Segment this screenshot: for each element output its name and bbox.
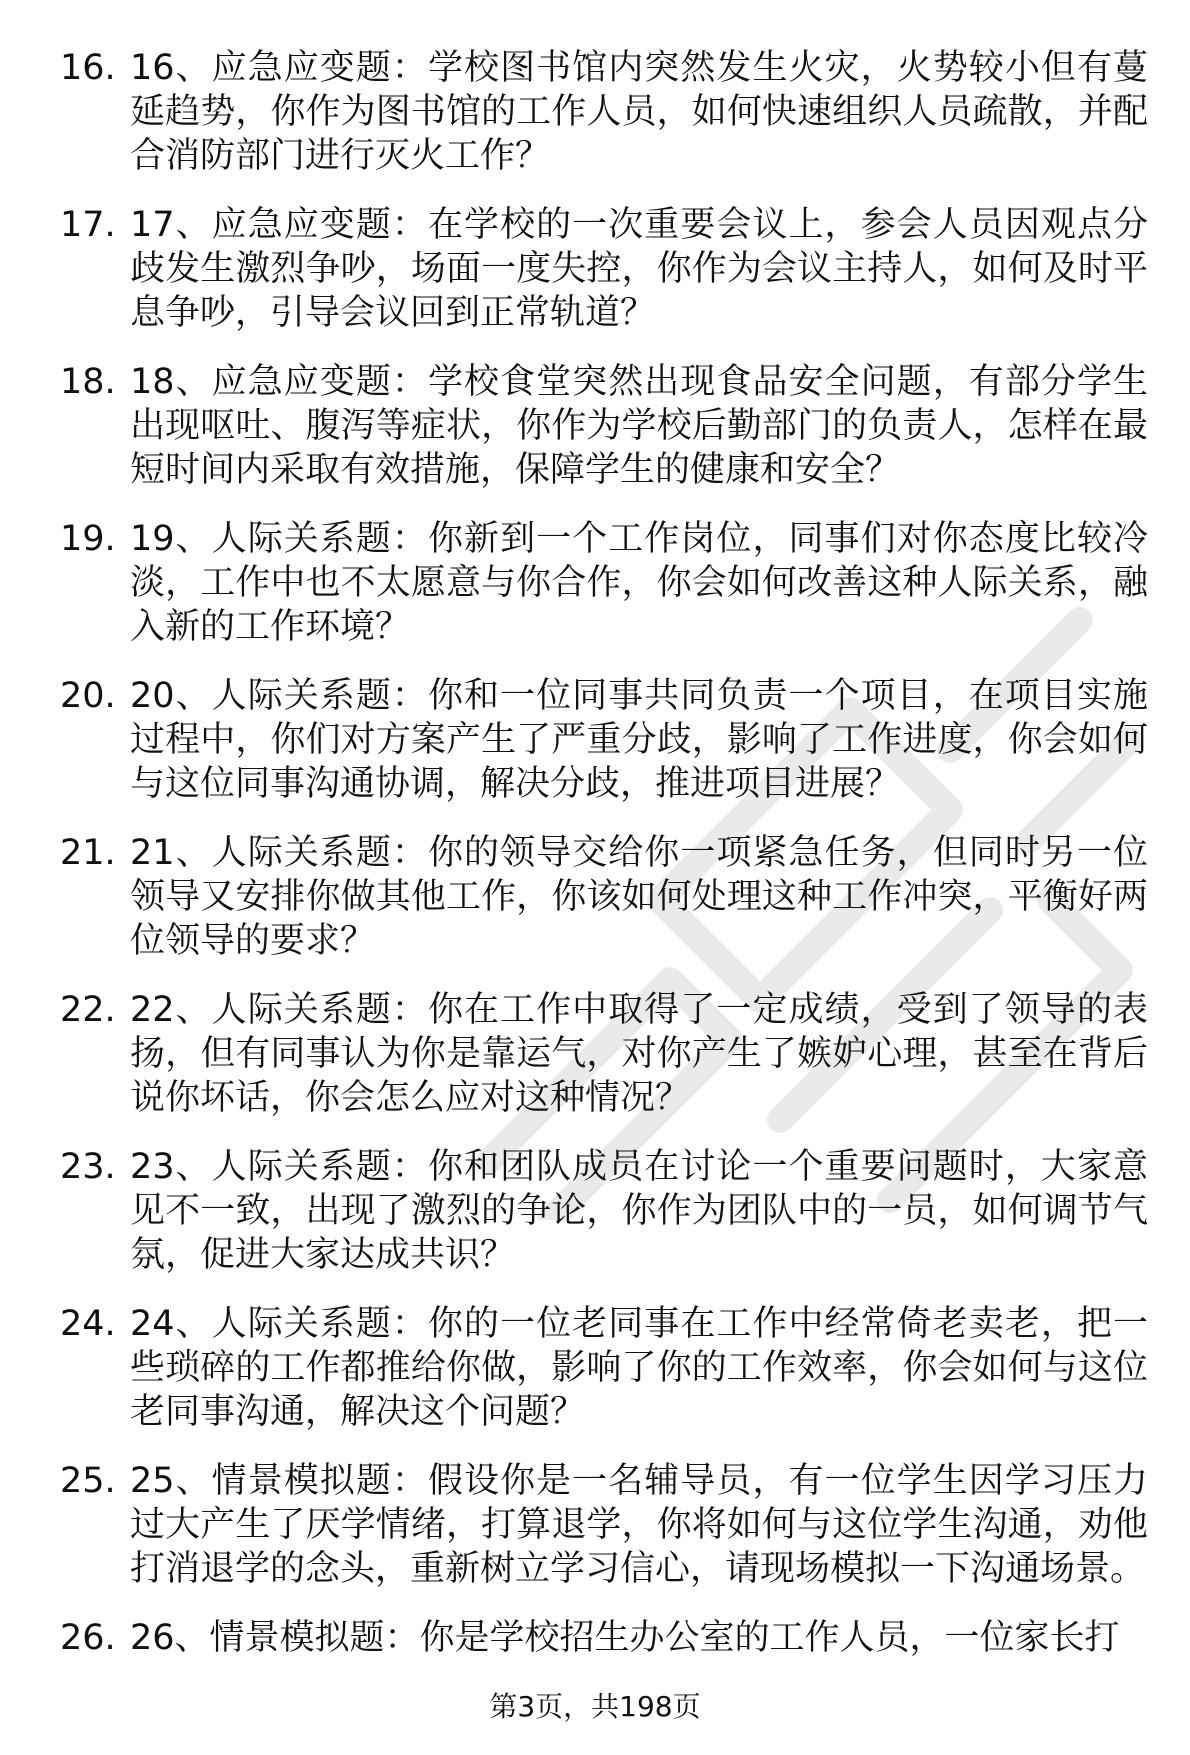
question-number: 20. [60,676,116,716]
question-item-20 [60,674,1150,806]
question-number: 26. [60,1618,116,1658]
question-item-26 [60,1616,1150,1660]
question-item-16 [60,46,1150,178]
question-text: 19、人际关系题：你新到一个工作岗位，同事们对你态度比较冷淡，工作中也不太愿意与你合作，你会如何改善这种人际关系，融入新的工作环境？ [130,519,1148,647]
question-number: 24. [60,1304,116,1344]
question-text: 23、人际关系题：你和团队成员在讨论一个重要问题时，大家意见不一致，出现了激烈的争论，你作为团队中的一员，如何调节气氛，促进大家达成共识？ [130,1147,1148,1275]
question-item-18 [60,360,1150,492]
question-text: 20、人际关系题：你和一位同事共同负责一个项目，在项目实施过程中，你们对方案产生了严重分歧，影响了工作进度，你会如何与这位同事沟通协调，解决分歧，推进项目进展？ [130,676,1148,804]
question-item-19 [60,517,1150,649]
question-number: 21. [60,833,116,873]
question-item-24 [60,1302,1150,1434]
question-text: 25、情景模拟题：假设你是一名辅导员，有一位学生因学习压力过大产生了厌学情绪，打算退学，你将如何与这位学生沟通，劝他打消退学的念头，重新树立学习信心，请现场模拟一下沟通场景。 [130,1461,1148,1589]
question-number: 23. [60,1147,116,1187]
question-number: 22. [60,990,116,1030]
question-item-21 [60,831,1150,963]
question-text: 24、人际关系题：你的一位老同事在工作中经常倚老卖老，把一些琐碎的工作都推给你做，影响了你的工作效率，你会如何与这位老同事沟通，解决这个问题？ [130,1304,1148,1432]
question-text: 16、应急应变题：学校图书馆内突然发生火灾，火势较小但有蔓延趋势，你作为图书馆的工作人员，如何快速组织人员疏散，并配合消防部门进行灭火工作？ [130,48,1148,176]
question-number: 19. [60,519,116,559]
question-item-22 [60,988,1150,1120]
question-number: 17. [60,205,116,245]
question-text: 18、应急应变题：学校食堂突然出现食品安全问题，有部分学生出现呕吐、腹泻等症状，你作为学校后勤部门的负责人，怎样在最短时间内采取有效措施，保障学生的健康和安全？ [130,362,1148,490]
question-text: 26、情景模拟题：你是学校招生办公室的工作人员，一位家长打 [130,1618,1120,1658]
question-number: 16. [60,48,116,88]
question-number: 18. [60,362,116,402]
question-item-17 [60,203,1150,335]
question-item-25 [60,1459,1150,1591]
question-text: 21、人际关系题：你的领导交给你一项紧急任务，但同时另一位领导又安排你做其他工作，你该如何处理这种工作冲突，平衡好两位领导的要求？ [130,833,1148,961]
question-number: 25. [60,1461,116,1501]
page-footer: 第3页，共198页 [489,1690,701,1723]
question-list [60,46,1150,1685]
question-item-23 [60,1145,1150,1277]
question-text: 17、应急应变题：在学校的一次重要会议上，参会人员因观点分歧发生激烈争吵，场面一度失控，你作为会议主持人，如何及时平息争吵，引导会议回到正常轨道？ [130,205,1148,333]
question-text: 22、人际关系题：你在工作中取得了一定成绩，受到了领导的表扬，但有同事认为你是靠运气，对你产生了嫉妒心理，甚至在背后说你坏话，你会怎么应对这种情况？ [130,990,1148,1118]
